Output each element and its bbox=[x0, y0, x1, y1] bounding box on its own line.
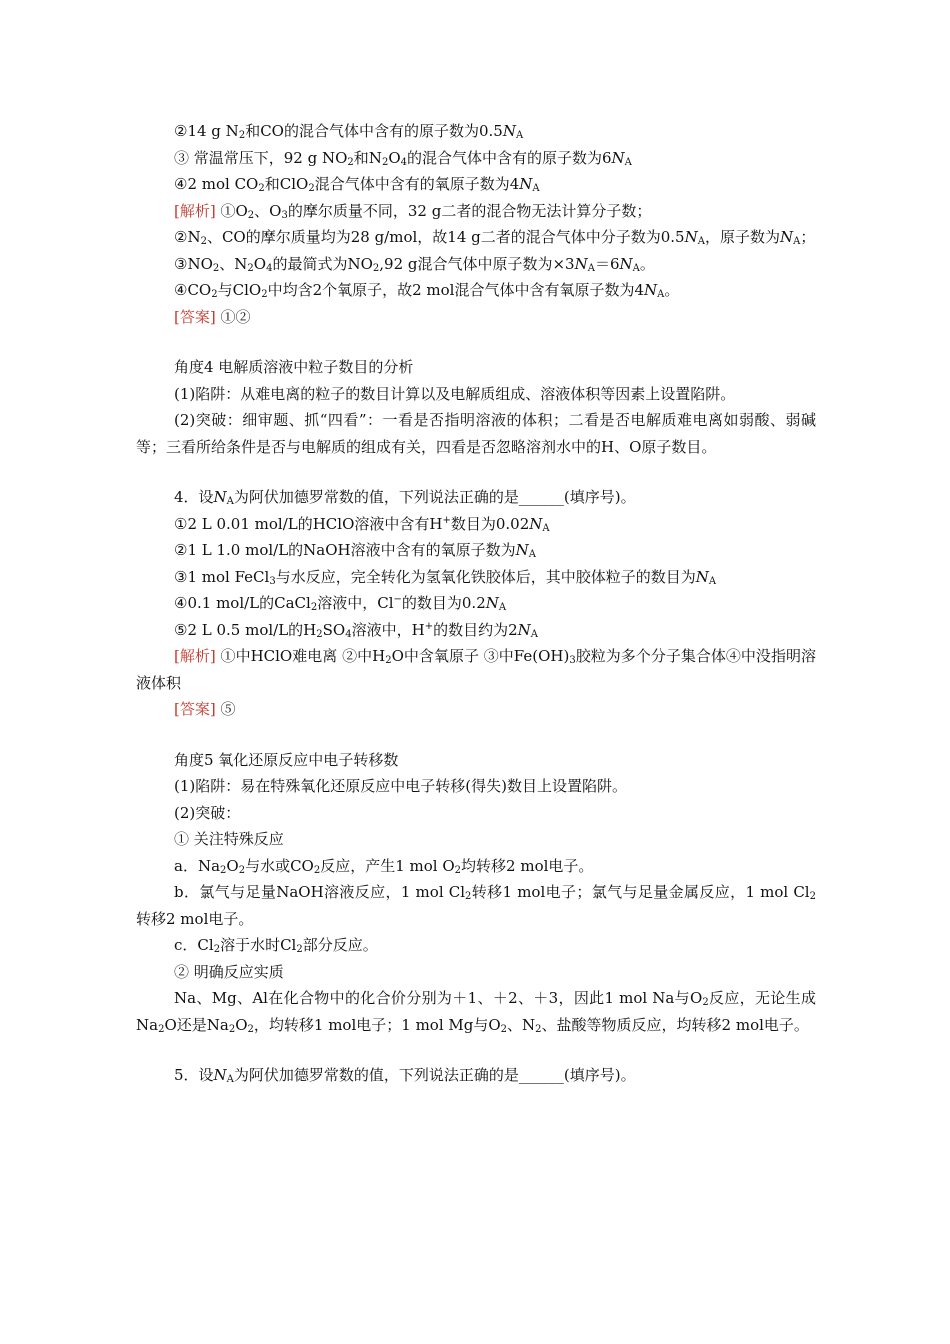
text-line: ③ 常温常压下，92 g $NO_2$和$N_2O_4$的混合气体中含有的原子数为$6N_A$ bbox=[174, 148, 632, 168]
answer-line: [答案] ①② bbox=[174, 307, 251, 326]
text-line: (2)突破： bbox=[174, 803, 241, 822]
paragraph: (2)突破：细审题、抓“四看”：一看是否指明溶液的体积；二看是否电解质难电离如弱酸、弱碱等；三看所给条件是否与电解质的组成有关，四看是否忽略溶剂水中的H、O原子数目。 bbox=[136, 411, 816, 456]
text-line: (1)陷阱：从难电离的粒子的数目计算以及电解质组成、溶液体积等因素上设置陷阱。 bbox=[174, 384, 736, 403]
text-line: $③NO_2$、$N_2O_4$的最简式为$NO_2,92$ g混合气体中原子数为$\times 3N_A=6N_A$。 bbox=[174, 254, 655, 274]
text-line: a．$Na_2O_2$与水或$CO_2$反应，产生1 mol $O_2$均转移2 mol电子。 bbox=[174, 856, 594, 876]
paragraph-gap bbox=[136, 460, 816, 484]
text-line: 5．设$N_A$为阿伏加德罗常数的值，下列说法正确的是______(填序号)。 bbox=[174, 1066, 636, 1085]
answer-line: [答案] ⑤ bbox=[174, 700, 236, 718]
paragraph-gap bbox=[136, 330, 816, 354]
label-tag: [答案] bbox=[174, 700, 216, 718]
paragraph: Na、Mg、Al在化合物中的化合价分别为＋1、＋2、＋3，因此1 mol Na与$O_2$反应，无论生成$Na_2O$还是$Na_2O_2$，均转移1 mol电子；1 mol Mg与$O_2$、$N_2$、盐酸等物质反应，均转移2 mol电子。 bbox=[136, 989, 816, 1035]
text-line: (1)陷阱：易在特殊氧化还原反应中电子转移(得失)数目上设置陷阱。 bbox=[174, 777, 627, 795]
text-line: c．$Cl_2$溶于水时$Cl_2$部分反应。 bbox=[174, 936, 378, 955]
text-line: 角度5 氧化还原反应中电子转移数 bbox=[174, 750, 399, 769]
analysis-line: [解析] ①中HClO难电离 ②中$H_2O$中含氧原子 ③中$Fe(OH)_3$胶粒为多个分子集合体④中没指明溶液体积 bbox=[136, 647, 816, 692]
paragraph: $②N_2$、CO的摩尔质量均为28 g/mol，故14 g二者的混合气体中分子数为$0.5N_A$，原子数为$N_A$； bbox=[174, 228, 816, 247]
text-line: 4．设$N_A$为阿伏加德罗常数的值，下列说法正确的是______(填序号)。 bbox=[174, 488, 636, 507]
text-line: $④CO_2$与ClO$_2$中均含2个氧原子，故2 mol混合气体中含有氧原子数为$4N_A$。 bbox=[174, 281, 680, 300]
text-line: ⑤2 L 0.5 mol/L的$H_2SO_4$溶液中，H+的数目约为$2N_A$ bbox=[174, 620, 538, 640]
text-line: ① 关注特殊反应 bbox=[174, 830, 284, 848]
text-line: ②1 L 1.0 mol/L的NaOH溶液中含有的氧原子数为$N_A$ bbox=[174, 541, 536, 560]
text-line: ④0.1 mol/L的CaCl$_2$溶液中，Cl−的数目为$0.2N_A$ bbox=[174, 594, 507, 613]
text-line: ①2 L 0.01 mol/L的HClO溶液中含有H+数目为$0.02N_A$ bbox=[174, 514, 550, 534]
document-body bbox=[136, 118, 816, 1089]
text-line: ② 明确反应实质 bbox=[174, 962, 284, 981]
analysis-line: [解析] $①O_2$、$O_3$的摩尔质量不同，32 g二者的混合物无法计算分子数； bbox=[174, 201, 652, 221]
paragraph-gap bbox=[136, 1038, 816, 1062]
text-line: 角度4 电解质溶液中粒子数目的分析 bbox=[174, 358, 414, 376]
text-line: ②14 g $N_2$和CO的混合气体中含有的原子数为$0.5N_A$ bbox=[174, 122, 524, 141]
label-tag: [答案] bbox=[174, 307, 216, 326]
label-tag: [解析] bbox=[174, 647, 216, 665]
text-line: ③1 mol FeCl$_3$与水反应，完全转化为氢氧化铁胶体后，其中胶体粒子的数目为$N_A$ bbox=[174, 567, 717, 587]
text-line: ④2 mol $CO_2$和ClO$_2$混合气体中含有的氧原子数为$4N_A$ bbox=[174, 175, 540, 194]
paragraph: b．氯气与足量NaOH溶液反应，1 mol $Cl_2$转移1 mol电子；氯气与足量金属反应，1 mol $Cl_2$转移2 mol电子。 bbox=[136, 883, 816, 928]
paragraph-gap bbox=[136, 723, 816, 747]
label-tag: [解析] bbox=[174, 201, 216, 220]
